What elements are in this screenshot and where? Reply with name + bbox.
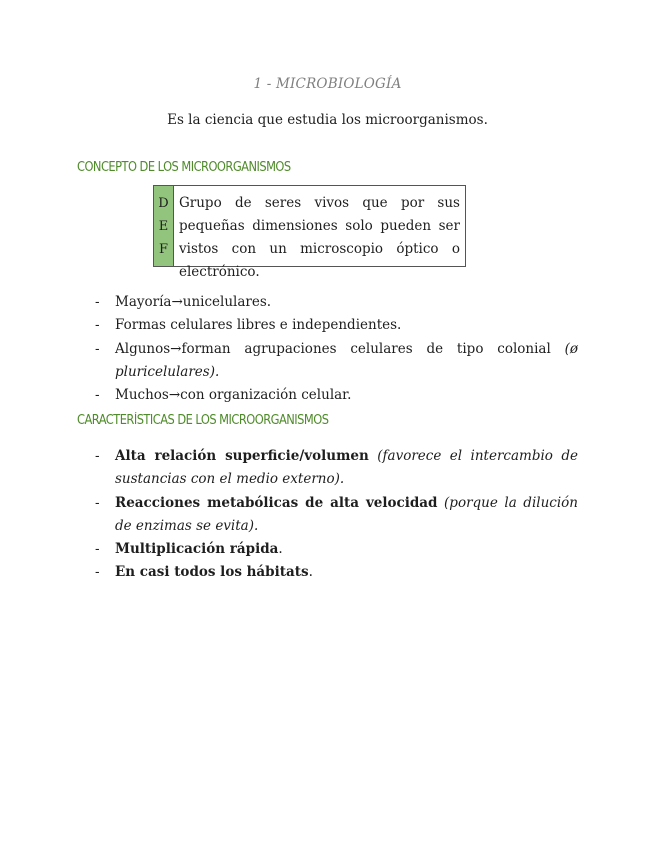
bullet-dash: - xyxy=(95,564,100,581)
list-item-tail: . xyxy=(278,541,283,558)
bullet-dash: - xyxy=(95,494,100,511)
definition-tab xyxy=(154,186,174,266)
list-item xyxy=(95,538,578,561)
bullet-dash: - xyxy=(95,448,100,464)
list-item-text: Formas celulares libres e independientes. xyxy=(115,317,402,334)
list-item xyxy=(95,492,578,539)
list-item-bold: Reacciones metabólicas de alta velocidad xyxy=(115,494,438,511)
characteristics-list xyxy=(95,445,578,585)
list-item-tail: . xyxy=(308,564,313,581)
list-item-text: Algunos→forman agrupaciones celulares de tipo colonial xyxy=(115,340,565,357)
concept-list xyxy=(95,291,578,407)
list-item-note: (porque la dilución de enzimas se evita). xyxy=(115,494,578,534)
bullet-dash: - xyxy=(95,387,100,404)
intro-text: Es la ciencia que estudia los microorganismos. xyxy=(167,112,488,128)
list-item xyxy=(95,445,578,492)
bullet-dash: - xyxy=(95,340,100,357)
section-heading-concepto: CONCEPTO DE LOS MICROORGANISMOS xyxy=(77,160,291,175)
list-item-text: Mayoría→unicelulares. xyxy=(115,294,272,310)
bullet-dash: - xyxy=(95,317,100,334)
def-letter: D xyxy=(158,195,169,211)
bullet-dash: - xyxy=(95,294,100,310)
list-item xyxy=(95,291,578,314)
def-letter: E xyxy=(158,218,169,234)
definition-box xyxy=(153,185,466,280)
list-item xyxy=(95,338,578,385)
definition-text: Grupo de seres vivos que por sus pequeñas dimensiones solo pueden ser vistos con un microscopio óptico o electrónico. xyxy=(179,195,460,280)
list-item-bold: En casi todos los hábitats xyxy=(115,564,309,581)
list-item-text: Muchos→con organización celular. xyxy=(115,387,352,404)
list-item-bold: Multiplicación rápida xyxy=(115,541,279,558)
def-letter: F xyxy=(158,241,169,257)
list-item xyxy=(95,561,578,584)
list-item-bold: Alta relación superficie/volumen xyxy=(115,448,369,464)
section-heading-caracteristicas: CARACTERÍSTICAS DE LOS MICROORGANISMOS xyxy=(77,413,329,428)
list-item-note: (ø pluricelulares). xyxy=(115,340,578,380)
page-title: 1 - MICROBIOLOGÍA xyxy=(253,76,402,92)
list-item xyxy=(95,314,578,337)
list-item xyxy=(95,384,578,407)
bullet-dash: - xyxy=(95,541,100,558)
list-item-note: (favorece el intercambio de sustancias con el medio externo). xyxy=(115,448,579,488)
